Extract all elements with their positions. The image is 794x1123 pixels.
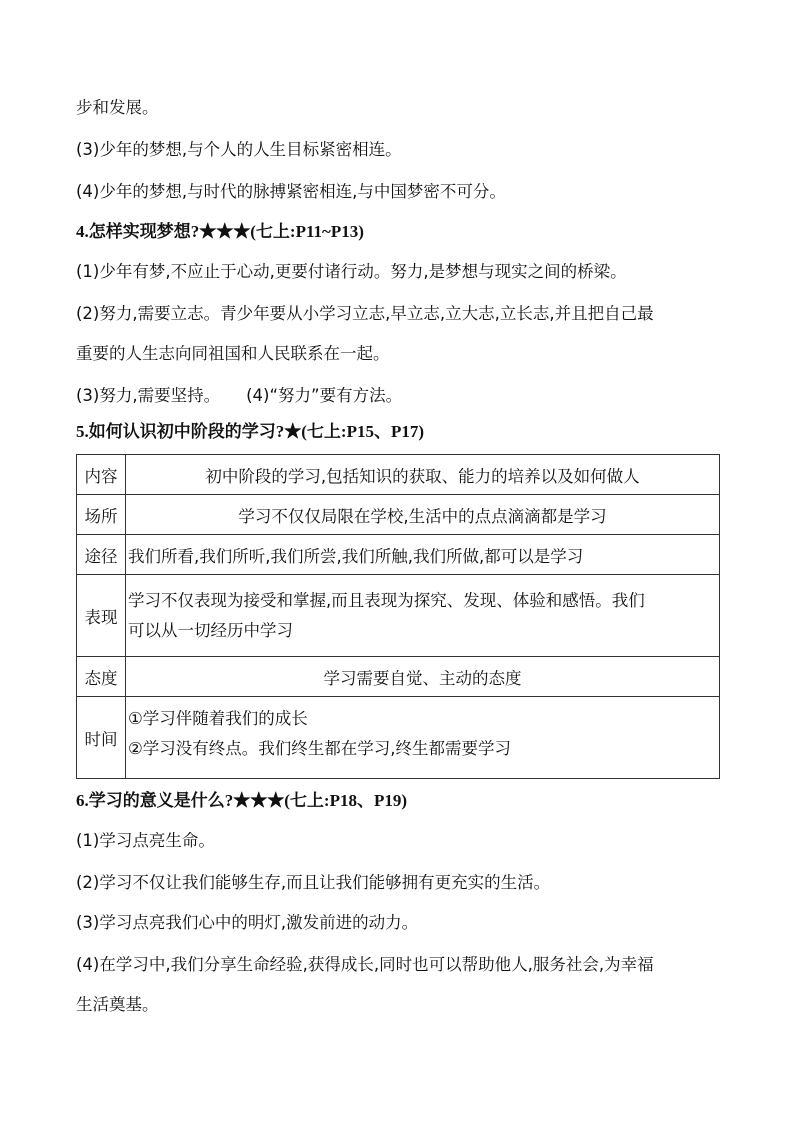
table-value-time — [126, 697, 720, 779]
paragraph-4-point-3: (3)努力,需要坚持。 — [76, 386, 221, 405]
table-value-place: 学习不仅仅局限在学校,生活中的点点滴滴都是学习 — [126, 495, 720, 535]
document-page — [76, 96, 720, 1017]
paragraph-6-point-4-line-2: 生活奠基。 — [76, 995, 159, 1014]
paragraph-4-point-2-line-2: 重要的人生志向同祖国和人民联系在一起。 — [76, 344, 390, 363]
table-row — [77, 495, 720, 535]
learning-table — [76, 454, 720, 779]
paragraph-3-point-4: (4)少年的梦想,与时代的脉搏紧密相连,与中国梦密不可分。 — [76, 182, 506, 201]
paragraph-6-point-2: (2)学习不仅让我们能够生存,而且让我们能够拥有更充实的生活。 — [76, 873, 551, 892]
section-6-heading: 6.学习的意义是什么?★★★(七上:P18、P19) — [76, 791, 408, 810]
table-value-form-line-1: 学习不仅表现为接受和掌握,而且表现为探究、发现、体验和感悟。我们 — [128, 590, 645, 610]
table-row — [77, 575, 720, 657]
table-row — [77, 657, 720, 697]
table-value-way: 我们所看,我们所听,我们所尝,我们所触,我们所做,都可以是学习 — [126, 535, 720, 575]
paragraph-4-point-2-line-1: (2)努力,需要立志。青少年要从小学习立志,早立志,立大志,立长志,并且把自己最 — [76, 304, 654, 323]
section-4-heading: 4.怎样实现梦想?★★★(七上:P11~P13) — [76, 222, 364, 241]
section-5-heading: 5.如何认识初中阶段的学习?★(七上:P15、P17) — [76, 422, 425, 441]
paragraph-3-point-3: (3)少年的梦想,与个人的人生目标紧密相连。 — [76, 140, 402, 159]
table-key-attitude: 态度 — [77, 657, 126, 697]
table-value-attitude: 学习需要自觉、主动的态度 — [126, 657, 720, 697]
table-value-content: 初中阶段的学习,包括知识的获取、能力的培养以及如何做人 — [126, 455, 720, 495]
paragraph-6-point-4-line-1: (4)在学习中,我们分享生命经验,获得成长,同时也可以帮助他人,服务社会,为幸福 — [76, 955, 654, 974]
table-key-time: 时间 — [77, 697, 126, 779]
table-key-content: 内容 — [77, 455, 126, 495]
table-key-form: 表现 — [77, 575, 126, 657]
paragraph-4-point-4: (4)“努力”要有方法。 — [246, 386, 403, 405]
table-value-time-line-1: ①学习伴随着我们的成长 — [128, 708, 308, 728]
paragraph-4-point-1: (1)少年有梦,不应止于心动,更要付诸行动。努力,是梦想与现实之间的桥梁。 — [76, 262, 627, 281]
paragraph-6-point-1: (1)学习点亮生命。 — [76, 831, 215, 850]
table-row — [77, 535, 720, 575]
paragraph-6-point-3: (3)学习点亮我们心中的明灯,激发前进的动力。 — [76, 913, 419, 932]
paragraph-continued: 步和发展。 — [76, 98, 159, 117]
table-key-place: 场所 — [77, 495, 126, 535]
table-value-time-line-2: ②学习没有终点。我们终生都在学习,终生都需要学习 — [128, 738, 512, 758]
table-value-form — [126, 575, 720, 657]
paragraph-4-points-3-4 — [76, 384, 720, 408]
table-key-way: 途径 — [77, 535, 126, 575]
table-row — [77, 455, 720, 495]
table-row — [77, 697, 720, 779]
table-value-form-line-2: 可以从一切经历中学习 — [128, 620, 293, 640]
